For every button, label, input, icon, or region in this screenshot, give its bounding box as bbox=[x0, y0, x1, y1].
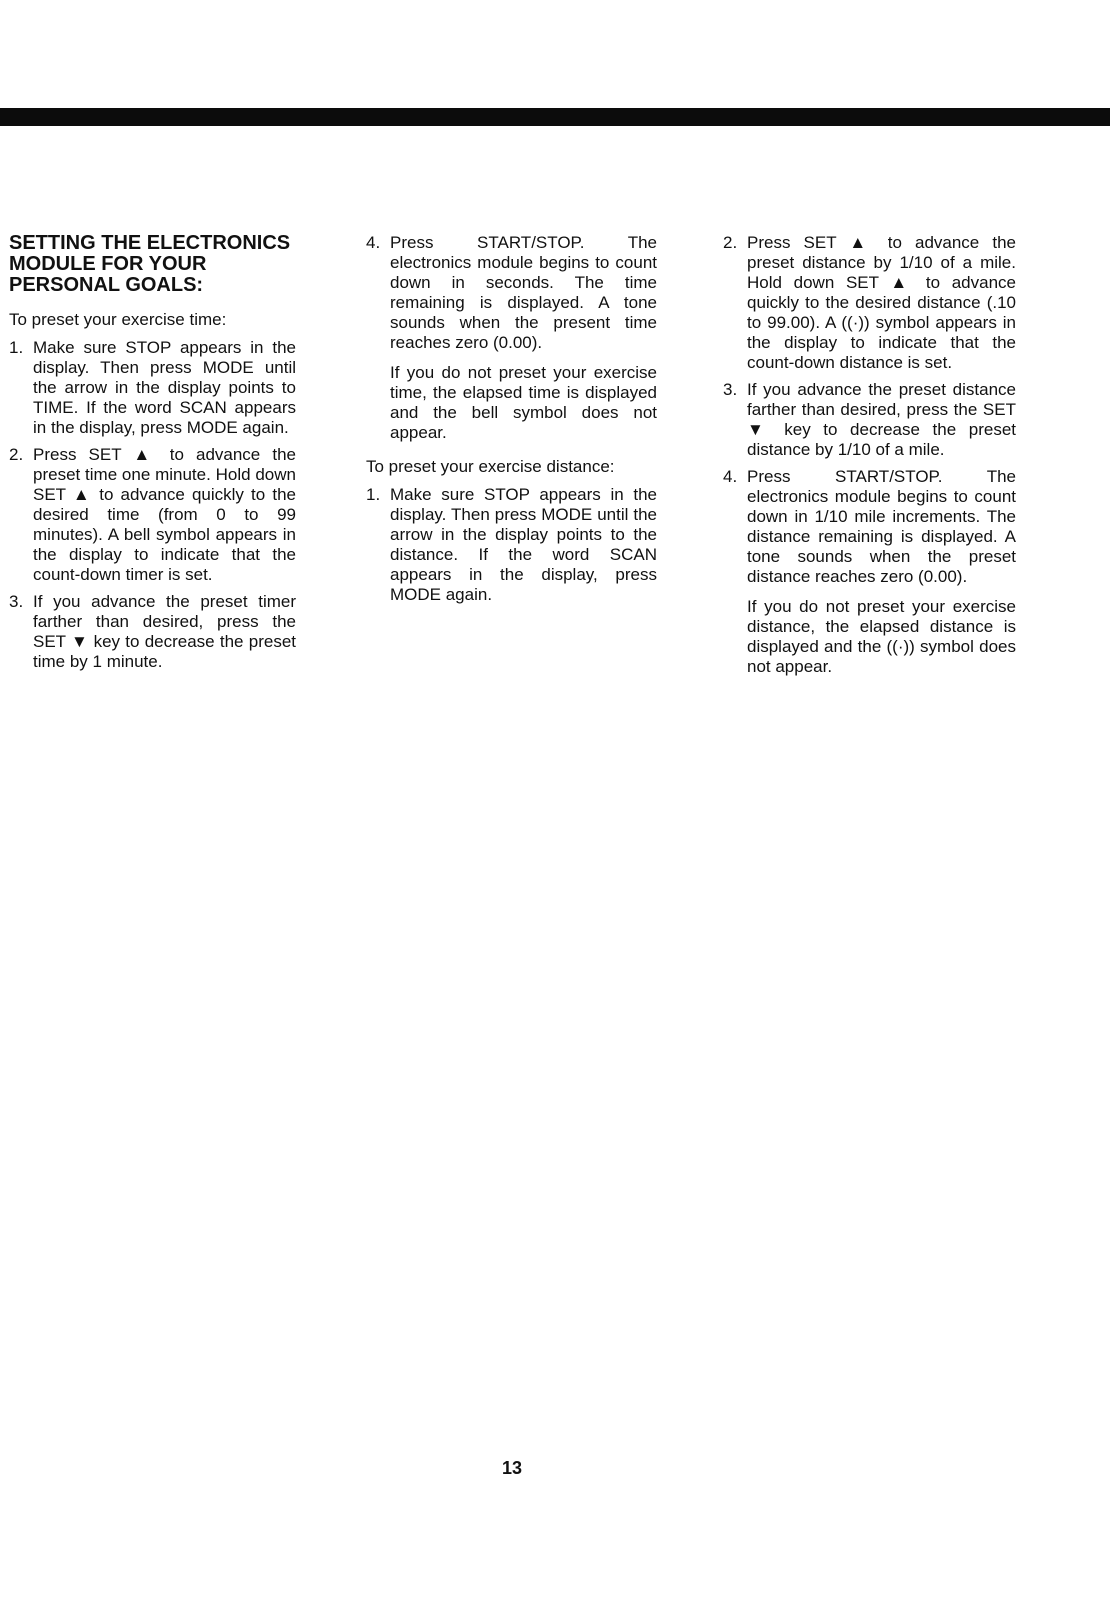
time-steps bbox=[9, 338, 296, 672]
list-item bbox=[9, 445, 296, 585]
step-number: 1. bbox=[366, 485, 381, 504]
list-item bbox=[723, 233, 1016, 373]
distance-note: If you do not preset your exercise distance, the elapsed distance is displayed and the ((·)) symbol does not appear. bbox=[747, 597, 1016, 676]
step-number: 2. bbox=[9, 445, 24, 464]
step-text: Press SET ▲ to advance the preset distance by 1/10 of a mile. Hold down SET ▲ to advance quickly to the desired distance (.10 to 99.00). A ((·)) symbol appears in the display to indicate that the count-down distance is set. bbox=[747, 233, 1016, 372]
step-text: Make sure STOP appears in the display. Then press MODE until the arrow in the display points to the distance. If the word SCAN appears in the display, press MODE again. bbox=[390, 485, 657, 604]
distance-intro: To preset your exercise distance: bbox=[366, 457, 615, 476]
distance-steps-continued bbox=[723, 233, 1016, 587]
step-text: Make sure STOP appears in the display. Then press MODE until the arrow in the display points to TIME. If the word SCAN appears in the display, press MODE again. bbox=[33, 338, 296, 437]
list-item bbox=[9, 338, 296, 438]
step-text: Press START/STOP. The electronics module begins to count down in 1/10 mile increments. The distance remaining is displayed. A tone sounds when the preset distance reaches zero (0.00). bbox=[747, 467, 1016, 586]
step-text: If you advance the preset distance farther than desired, press the SET ▼ key to decrease the preset distance by 1/10 of a mile. bbox=[747, 380, 1016, 459]
section-heading: SETTING THE ELECTRONICS MODULE FOR YOUR PERSONAL GOALS: bbox=[9, 232, 291, 296]
column-1 bbox=[9, 233, 296, 682]
column-3 bbox=[723, 233, 1016, 691]
step-number: 2. bbox=[723, 233, 738, 252]
distance-steps bbox=[366, 485, 657, 605]
header-rule bbox=[0, 108, 1110, 126]
time-steps-continued bbox=[366, 233, 657, 353]
time-intro: To preset your exercise time: bbox=[9, 310, 227, 329]
list-item bbox=[723, 467, 1016, 587]
step-number: 4. bbox=[366, 233, 381, 252]
column-2 bbox=[366, 233, 657, 615]
step-text: Press START/STOP. The electronics module begins to count down in seconds. The time remaining is displayed. A tone sounds when the present time reaches zero (0.00). bbox=[390, 233, 657, 352]
step-text: If you advance the preset timer farther than desired, press the SET ▼ key to decrease the preset time by 1 minute. bbox=[33, 592, 296, 671]
step-number: 3. bbox=[723, 380, 738, 399]
list-item bbox=[366, 233, 657, 353]
list-item bbox=[723, 380, 1016, 460]
page-number: 13 bbox=[501, 1458, 523, 1478]
step-text: Press SET ▲ to advance the preset time one minute. Hold down SET ▲ to advance quickly to the desired time (from 0 to 99 minutes). A bell symbol appears in the display to indicate that the count-down timer is set. bbox=[33, 445, 296, 584]
list-item bbox=[9, 592, 296, 672]
list-item bbox=[366, 485, 657, 605]
step-number: 3. bbox=[9, 592, 24, 611]
step-number: 1. bbox=[9, 338, 24, 357]
time-note: If you do not preset your exercise time, the elapsed time is displayed and the bell symbol does not appear. bbox=[390, 363, 657, 442]
step-number: 4. bbox=[723, 467, 738, 486]
